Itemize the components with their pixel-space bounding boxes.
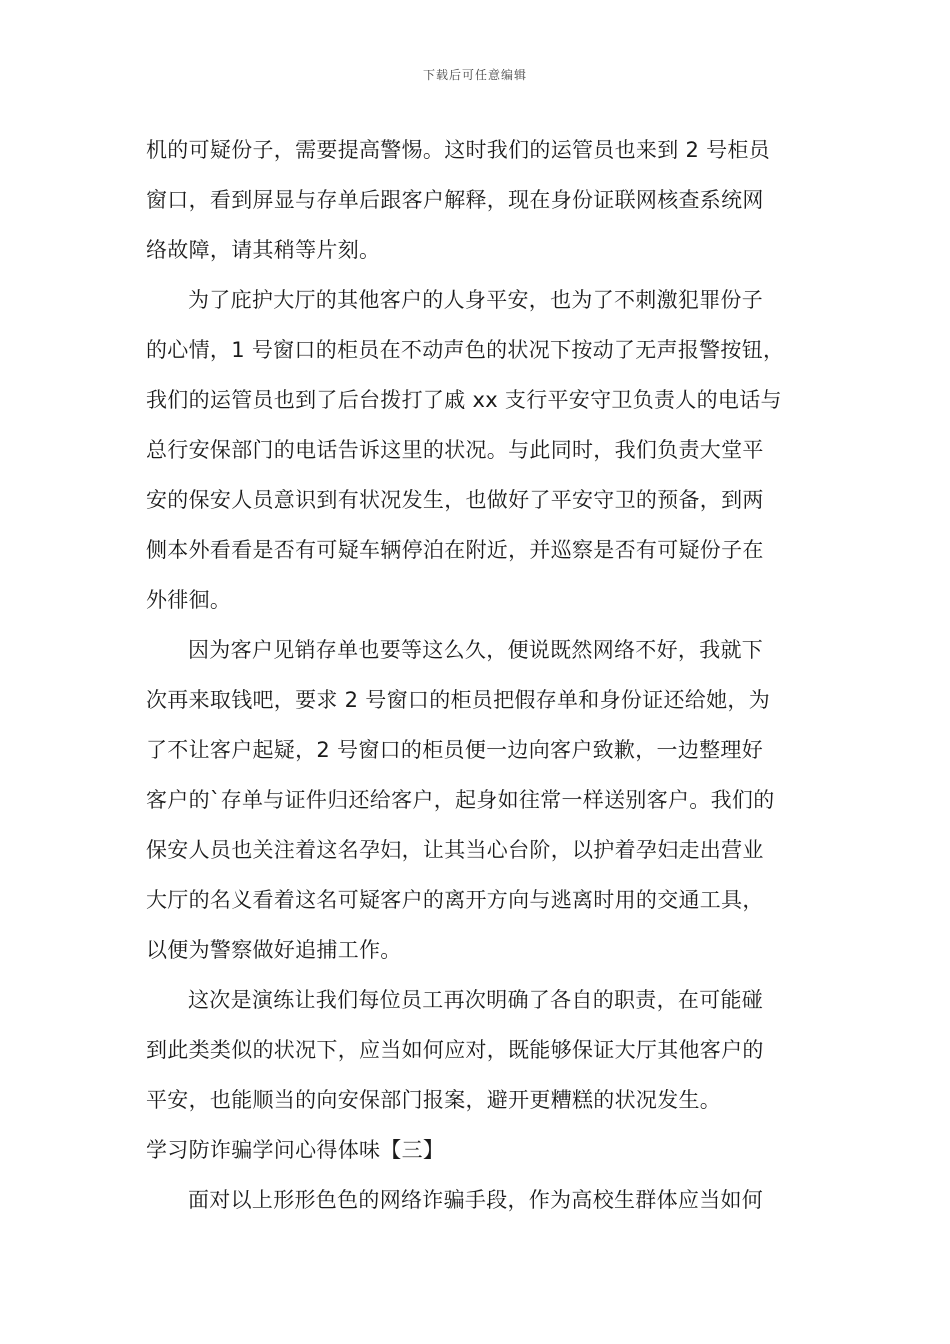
text-line: 面对以上形形色色的网络诈骗手段，作为高校生群体应当如何 [188,1188,764,1212]
text-line: 保安人员也关注着这名孕妇，让其当心台阶，以护着孕妇走出营业 [146,838,764,862]
text-line: 因为客户见销存单也要等这么久，便说既然网络不好，我就下 [188,638,764,662]
text-line: 这次是演练让我们每位员工再次明确了各自的职责，在可能碰 [188,988,764,1012]
text-line: 总行安保部门的电话告诉这里的状况。与此同时，我们负责大堂平 [146,438,764,462]
text-line: 大厅的名义看着这名可疑客户的离开方向与逃离时用的交通工具， [146,888,764,912]
text-line: 窗口，看到屏显与存单后跟客户解释，现在身份证联网核查系统网 [146,188,764,212]
text-line: 客户的`存单与证件归还给客户，起身如往常一样送别客户。我们的 [146,788,775,812]
text-line: 为了庇护大厅的其他客户的人身平安，也为了不刺激犯罪份子 [188,288,764,312]
text-line: 侧本外看看是否有可疑车辆停泊在附近，并巡察是否有可疑份子在 [146,538,764,562]
section-heading: 学习防诈骗学问心得体味【三】 [146,1138,445,1162]
text-line: 机的可疑份子，需要提高警惕。这时我们的运管员也来到 2 号柜员 [146,138,771,162]
text-line: 安的保安人员意识到有状况发生，也做好了平安守卫的预备，到两 [146,488,764,512]
text-line: 平安，也能顺当的向安保部门报案，避开更糟糕的状况发生。 [146,1088,722,1112]
text-line: 外徘徊。 [146,588,232,612]
text-line: 到此类类似的状况下，应当如何应对，既能够保证大厅其他客户的 [146,1038,764,1062]
text-line: 以便为警察做好追捕工作。 [146,938,402,962]
text-line: 我们的运管员也到了后台拨打了戚 xx 支行平安守卫负责人的电话与 [146,388,782,412]
text-line: 的心情，1 号窗口的柜员在不动声色的状况下按动了无声报警按钮， [146,338,785,362]
text-line: 了不让客户起疑，2 号窗口的柜员便一边向客户致歉，一边整理好 [146,738,764,762]
page-header: 下载后可任意编辑 [422,68,527,82]
text-line: 络故障，请其稍等片刻。 [146,238,381,262]
text-line: 次再来取钱吧，要求 2 号窗口的柜员把假存单和身份证还给她，为 [146,688,771,712]
